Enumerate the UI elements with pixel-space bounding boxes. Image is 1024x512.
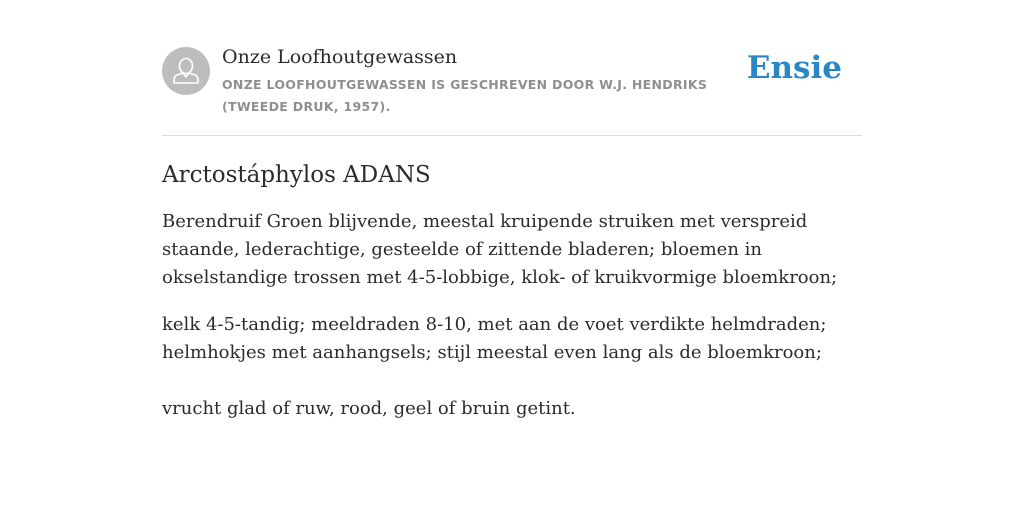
entry-title: Arctostáphylos ADANS bbox=[162, 162, 431, 188]
entry-paragraph: vrucht glad of ruw, rood, geel of bruin getint. bbox=[162, 398, 576, 419]
entry-content bbox=[162, 158, 862, 442]
entry-paragraph: Berendruif Groen blijvende, meestal kruipende struiken met verspreid staande, lederachtige, gesteelde of zittende bladeren; bloemen in okselstandige trossen met 4-5-lobbige, klok- of kruikvormige bloemkroon; bbox=[162, 211, 838, 288]
user-icon bbox=[162, 47, 210, 95]
entry-paragraph: kelk 4-5-tandig; meeldraden 8-10, met aan de voet verdikte helmdraden; helmhokjes met aanhangsels; stijl meestal even lang als de bloemkroon; bbox=[162, 314, 827, 363]
source-avatar[interactable] bbox=[162, 47, 210, 95]
ensie-logo[interactable]: Ensie bbox=[746, 50, 842, 86]
header-divider bbox=[162, 135, 862, 136]
source-description: ONZE LOOFHOUTGEWASSEN IS GESCHREVEN DOOR W.J. HENDRIKS (TWEEDE DRUK, 1957). bbox=[222, 77, 708, 114]
source-title[interactable]: Onze Loofhoutgewassen bbox=[222, 46, 458, 68]
